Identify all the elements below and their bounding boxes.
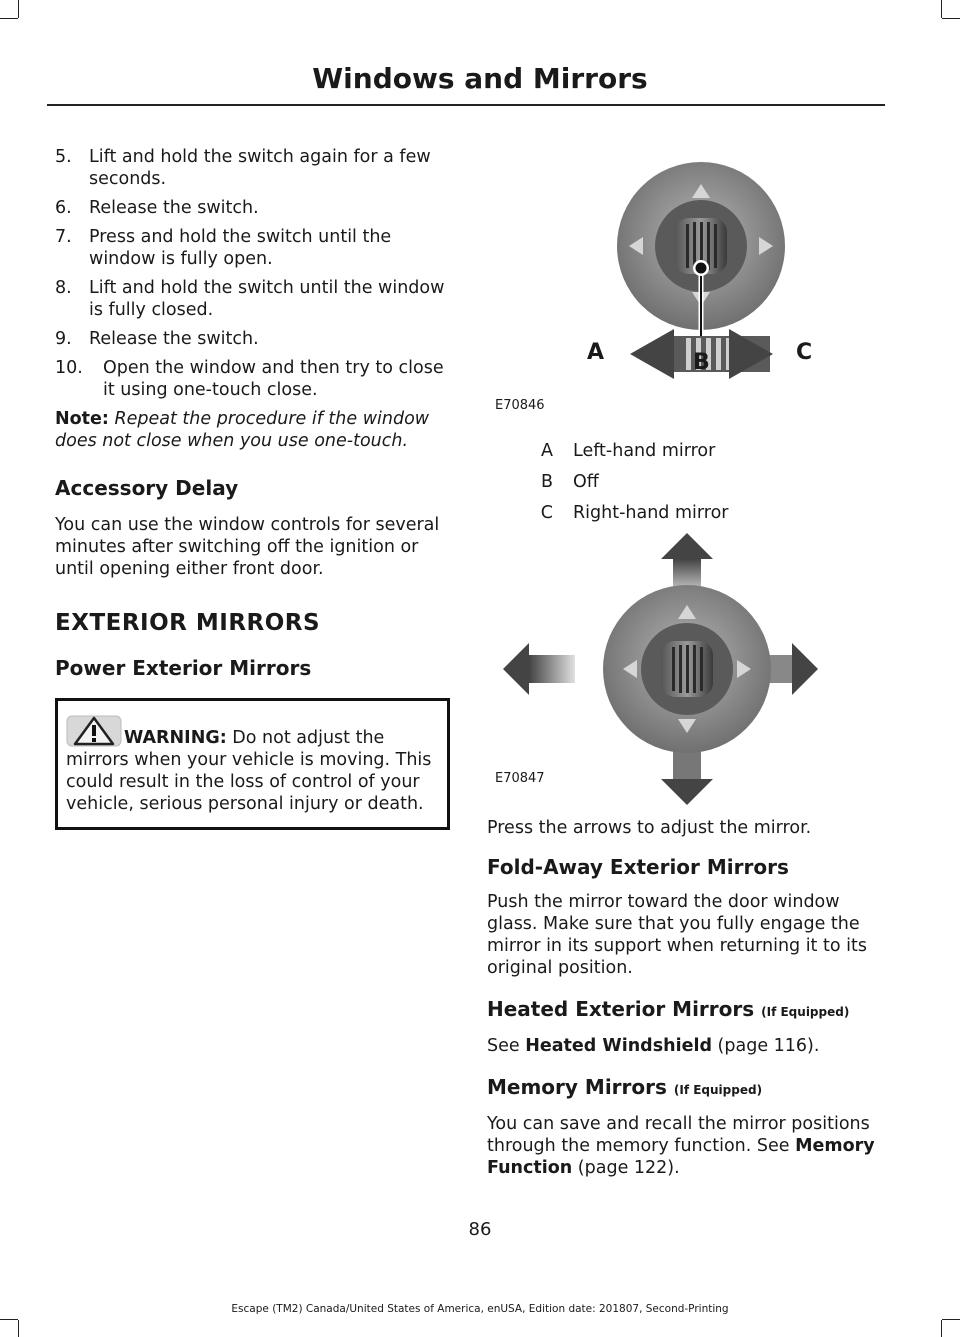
callout-row xyxy=(487,471,882,493)
callout-key: C xyxy=(540,503,553,523)
memory-mirrors-heading xyxy=(487,1075,882,1099)
crop-mark-bottom-right xyxy=(941,1320,942,1337)
crop-mark-bottom-left-h xyxy=(0,1319,18,1320)
step-text: Press and hold the switch until the window is fully open. xyxy=(89,227,392,269)
memory-mirrors-text xyxy=(487,1113,882,1179)
callout-row xyxy=(487,440,882,462)
step-text: Open the window and then try to close it using one-touch close. xyxy=(103,358,444,400)
callout-key: A xyxy=(541,441,553,461)
heated-mirrors-heading xyxy=(487,997,882,1021)
if-equipped-label: (If Equipped) xyxy=(673,1083,763,1097)
heated-heading-text: Heated Exterior Mirrors xyxy=(487,997,755,1021)
heated-mirrors-text xyxy=(487,1035,882,1057)
step-number: 10. xyxy=(55,358,83,378)
label-b: B xyxy=(693,350,710,375)
step-number: 7. xyxy=(55,227,72,247)
left-mirror-arrow-icon xyxy=(630,329,674,379)
note-paragraph xyxy=(55,408,450,452)
memory-function-link[interactable]: Memory Function xyxy=(487,1136,875,1178)
step-item xyxy=(55,146,450,190)
page-reference: (page 116). xyxy=(717,1036,820,1056)
callout-text: Right-hand mirror xyxy=(573,503,729,523)
page-reference: (page 122). xyxy=(577,1158,680,1178)
warning-triangle-icon xyxy=(66,715,122,747)
note-text: Repeat the procedure if the window does not close when you use one-touch. xyxy=(55,409,430,451)
push-left-arrow-icon xyxy=(503,643,529,695)
step-item xyxy=(55,197,450,219)
crop-mark-top-left xyxy=(18,0,19,18)
warning-text: Do not adjust the mirrors when your vehicle is moving. This could result in the loss of control of your vehicle, serious personal injury or death. xyxy=(66,728,432,814)
crop-mark-bottom-left xyxy=(18,1320,19,1337)
page-number: 86 xyxy=(468,1219,492,1240)
callout-key: B xyxy=(540,472,553,492)
fold-away-heading: Fold-Away Exterior Mirrors xyxy=(487,855,789,879)
step-text: Release the switch. xyxy=(89,329,259,349)
step-item xyxy=(55,226,450,270)
figure-id: E70846 xyxy=(495,398,545,413)
callout-text: Left-hand mirror xyxy=(573,441,716,461)
fold-away-text: Push the mirror toward the door window glass. Make sure that you fully engage the mirror in its support when returning it to its original position. xyxy=(487,892,867,978)
crop-mark-top-right-h xyxy=(942,18,960,19)
memory-body: You can save and recall the mirror positions through the memory function. See xyxy=(487,1114,870,1156)
exterior-mirrors-heading: EXTERIOR MIRRORS xyxy=(55,610,321,636)
mirror-selector-figure xyxy=(487,146,882,422)
warning-label: WARNING: xyxy=(124,728,227,748)
footer-edition: Escape (TM2) Canada/United States of America, enUSA, Edition date: 201807, Second-Printing xyxy=(231,1303,729,1315)
crop-mark-top-right xyxy=(941,0,942,18)
left-column xyxy=(55,146,450,830)
if-equipped-label: (If Equipped) xyxy=(761,1005,850,1019)
page-title: Windows and Mirrors xyxy=(312,62,648,95)
mirror-adjust-diagram xyxy=(487,533,882,809)
memory-heading-text: Memory Mirrors xyxy=(487,1075,667,1099)
mirror-control-diagram xyxy=(487,146,882,422)
heated-windshield-link[interactable]: Heated Windshield xyxy=(525,1036,712,1056)
callout-text: Off xyxy=(573,472,599,492)
crop-mark-top-left-h xyxy=(0,18,18,19)
label-c: C xyxy=(796,340,813,365)
callout-row xyxy=(487,502,882,524)
power-exterior-mirrors-heading: Power Exterior Mirrors xyxy=(55,656,312,680)
push-up-arrow-icon xyxy=(661,533,713,559)
step-number: 8. xyxy=(55,278,72,298)
crop-mark-bottom-right-h xyxy=(942,1319,960,1320)
step-number: 6. xyxy=(55,198,72,218)
callout-table xyxy=(487,440,882,524)
push-right-arrow-icon xyxy=(792,643,818,695)
warning-box xyxy=(55,698,450,830)
push-down-arrow-icon xyxy=(661,779,713,805)
note-label: Note: xyxy=(55,409,109,429)
header-rule xyxy=(47,104,885,106)
step-item xyxy=(55,277,450,321)
press-arrows-text: Press the arrows to adjust the mirror. xyxy=(487,818,812,838)
mirror-adjust-figure xyxy=(487,533,882,809)
accessory-delay-heading: Accessory Delay xyxy=(55,476,239,500)
step-text: Lift and hold the switch again for a few seconds. xyxy=(89,147,431,189)
accessory-delay-text: You can use the window controls for several minutes after switching off the ignition or until opening either front door. xyxy=(55,515,440,579)
right-column xyxy=(487,146,882,1179)
step-item xyxy=(55,357,450,401)
steps-list xyxy=(55,146,450,401)
step-text: Release the switch. xyxy=(89,198,259,218)
see-text: See xyxy=(487,1036,520,1056)
label-a: A xyxy=(587,340,605,365)
figure-id: E70847 xyxy=(495,771,545,786)
step-text: Lift and hold the switch until the window is fully closed. xyxy=(89,278,445,320)
step-number: 5. xyxy=(55,147,72,167)
step-number: 9. xyxy=(55,329,72,349)
step-item xyxy=(55,328,450,350)
